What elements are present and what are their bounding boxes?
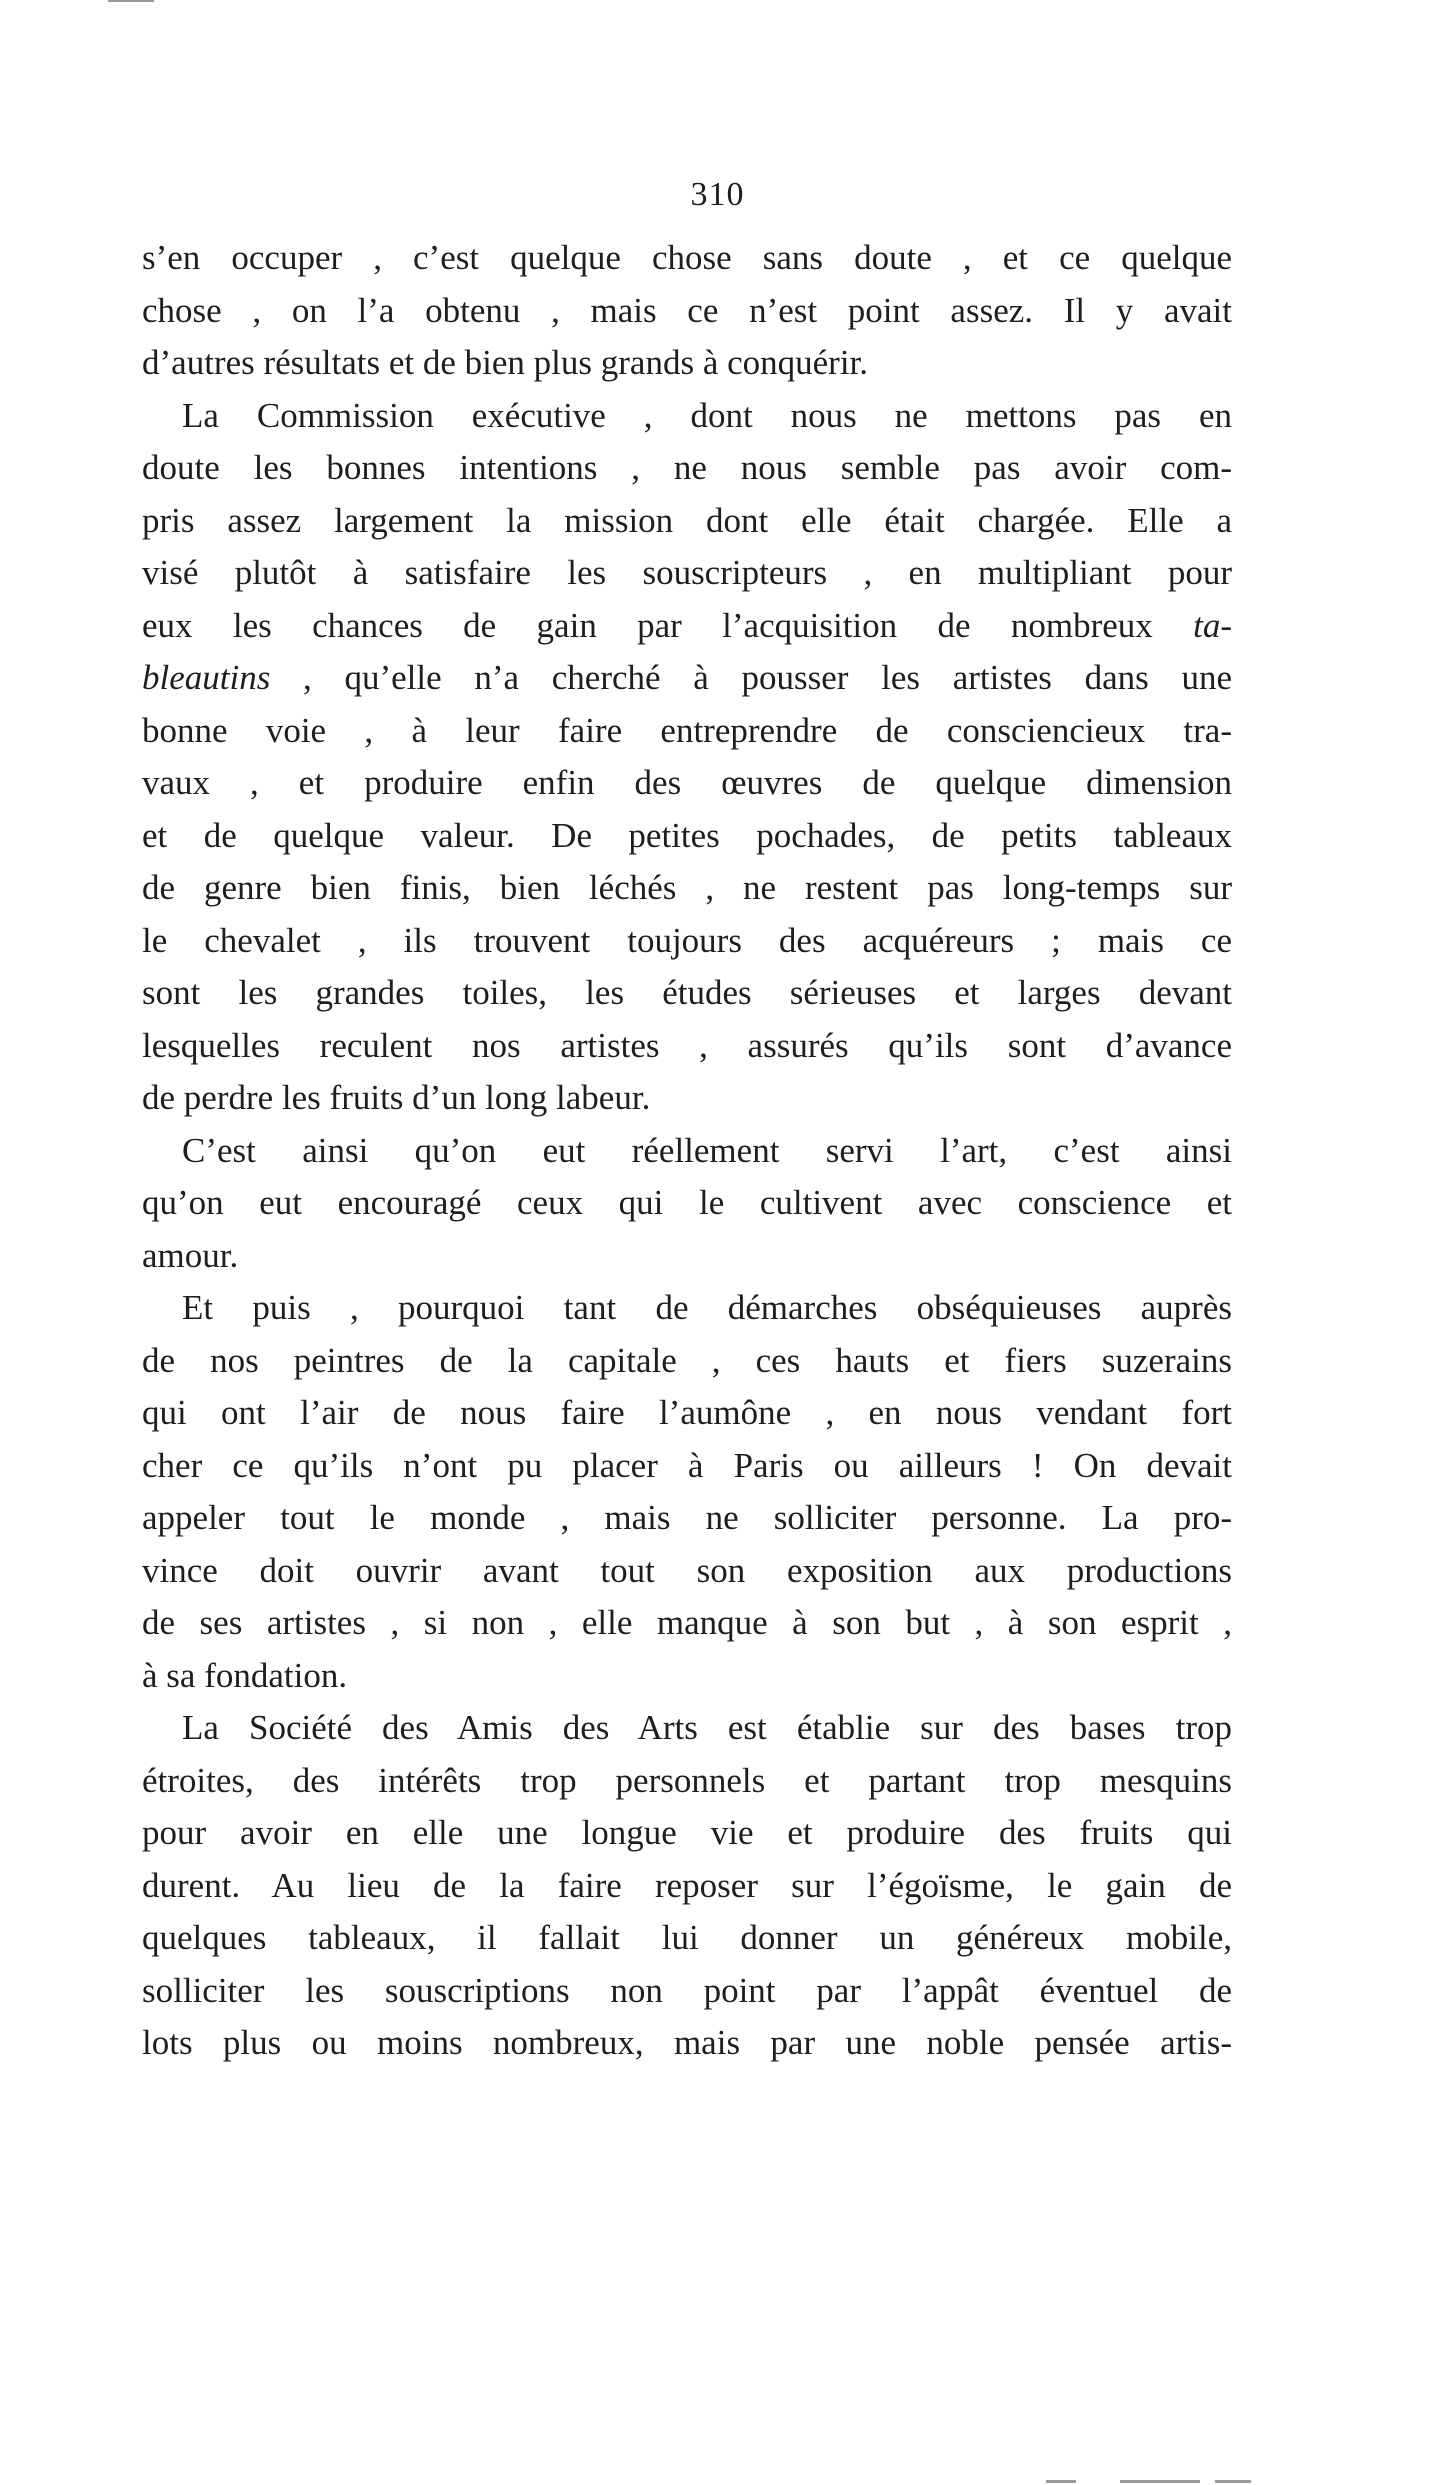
- text-line: visé plutôt à satisfaire les souscripteurs , en multipliant pour: [142, 553, 1232, 592]
- paragraph-4: [142, 1282, 1232, 1702]
- text-line: quelques tableaux, il fallait lui donner un généreux mobile,: [142, 1918, 1232, 1957]
- text-line: de perdre les fruits d’un long labeur.: [142, 1078, 651, 1117]
- text-line: lesquelles reculent nos artistes , assurés qu’ils sont d’avance: [142, 1025, 1232, 1065]
- text-line: cher ce qu’ils n’ont pu placer à Paris ou ailleurs ! On devait: [142, 1445, 1232, 1485]
- text-line: s’en occuper , c’est quelque chose sans doute , et ce quelque: [142, 238, 1232, 277]
- text-line: de nos peintres de la capitale , ces hauts et fiers suzerains: [142, 1340, 1232, 1380]
- text-line: et de quelque valeur. De petites pochades, de petits tableaux: [142, 815, 1232, 855]
- text-line: chose , on l’a obtenu , mais ce n’est point assez. Il y avait: [142, 290, 1232, 330]
- text-line: pour avoir en elle une longue vie et produire des fruits qui: [142, 1813, 1232, 1852]
- text-line: qu’on eut encouragé ceux qui le cultivent avec conscience et: [142, 1183, 1232, 1222]
- text-line: à sa fondation.: [142, 1655, 348, 1695]
- text-line: C’est ainsi qu’on eut réellement servi l’art, c’est ainsi: [182, 1130, 1232, 1170]
- text-line: solliciter les souscriptions non point par l’appât éventuel de: [142, 1970, 1232, 2010]
- text-line: La Société des Amis des Arts est établie sur des bases trop: [182, 1708, 1232, 1747]
- text-line: lots plus ou moins nombreux, mais par une noble pensée artis-: [142, 2023, 1232, 2062]
- text-line: bleautins , qu’elle n’a cherché à pousser les artistes dans une: [142, 658, 1232, 697]
- text-line: amour.: [142, 1235, 239, 1275]
- paragraph-1: [142, 232, 1232, 390]
- scan-speck: [1120, 2480, 1200, 2483]
- scan-speck: [1046, 2480, 1076, 2483]
- text-line: étroites, des intérêts trop personnels et partant trop mesquins: [142, 1760, 1232, 1800]
- scan-speck: [108, 0, 154, 2]
- page-number: 310: [690, 176, 745, 213]
- text-line: le chevalet , ils trouvent toujours des acquéreurs ; mais ce: [142, 920, 1232, 960]
- text-line: qui ont l’air de nous faire l’aumône , en nous vendant fort: [142, 1393, 1232, 1432]
- text-line: La Commission exécutive , dont nous ne mettons pas en: [182, 395, 1232, 435]
- text-line: vince doit ouvrir avant tout son exposition aux productions: [142, 1550, 1232, 1590]
- text-line: bonne voie , à leur faire entreprendre de consciencieux tra-: [142, 710, 1232, 750]
- italic-word: ta-: [1193, 605, 1232, 645]
- text-line: appeler tout le monde , mais ne solliciter personne. La pro-: [142, 1498, 1232, 1537]
- paragraph-2: [142, 390, 1232, 1125]
- paragraph-3: [142, 1125, 1232, 1283]
- text-line: Et puis , pourquoi tant de démarches obséquieuses auprès: [182, 1288, 1232, 1327]
- text-line: d’autres résultats et de bien plus grands à conquérir.: [142, 343, 869, 382]
- italic-word: bleautins: [142, 658, 271, 697]
- text-line: sont les grandes toiles, les études sérieuses et larges devant: [142, 973, 1232, 1012]
- text-line: de genre bien finis, bien léchés , ne restent pas long-temps sur: [142, 868, 1232, 907]
- text-line: doute les bonnes intentions , ne nous semble pas avoir com-: [142, 448, 1232, 487]
- text-line: de ses artistes , si non , elle manque à son but , à son esprit ,: [142, 1603, 1232, 1642]
- body-text: [142, 232, 1232, 2070]
- text-line: pris assez largement la mission dont elle était chargée. Elle a: [142, 500, 1232, 540]
- paragraph-5: [142, 1702, 1232, 2070]
- text-line: durent. Au lieu de la faire reposer sur l’égoïsme, le gain de: [142, 1865, 1232, 1905]
- text-line: vaux , et produire enfin des œuvres de quelque dimension: [142, 763, 1232, 802]
- text-line: eux les chances de gain par l’acquisition de nombreux ta-: [142, 605, 1232, 645]
- scan-speck: [1215, 2480, 1251, 2483]
